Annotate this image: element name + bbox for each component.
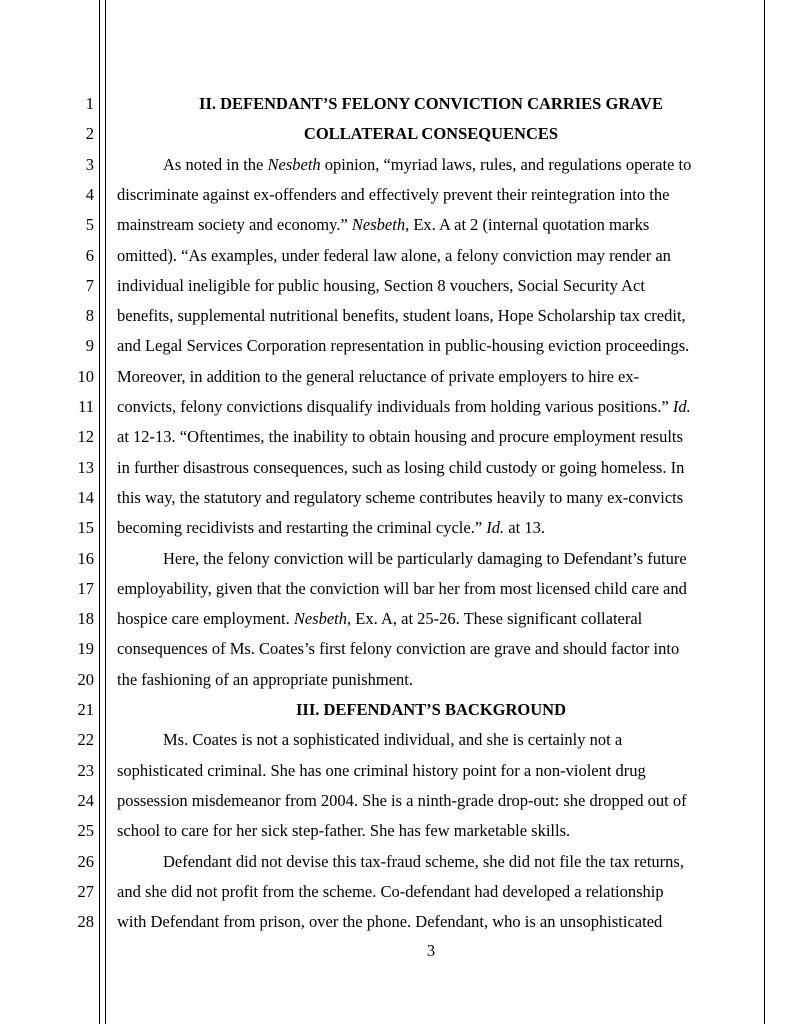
text-line: Ms. Coates is not a sophisticated individual, and she is certainly not a: [163, 730, 623, 750]
line-number: 22: [77, 730, 94, 750]
line-number: 21: [77, 700, 94, 719]
case-name: Nesbeth: [351, 215, 406, 235]
line-number: 20: [77, 669, 94, 689]
line-number: 18: [77, 609, 94, 629]
right-margin-rule: [764, 0, 765, 1024]
text-line: the fashioning of an appropriate punishment.: [117, 669, 414, 689]
text-line: consequences of Ms. Coates’s first felony conviction are grave and should factor into: [117, 639, 680, 659]
section-heading-iii: III. DEFENDANT’S BACKGROUND: [296, 700, 566, 719]
text-line: benefits, supplemental nutritional benefits, student loans, Hope Scholarship tax credit,: [117, 306, 686, 326]
line-number: 17: [77, 578, 94, 598]
case-name: Nesbeth: [267, 154, 321, 174]
line-number: 27: [77, 881, 94, 901]
text-line: with Defendant from prison, over the phone. Defendant, who is an unsophisticated: [117, 912, 663, 932]
line-number: 26: [77, 851, 94, 871]
line-number: 1: [85, 94, 94, 113]
citation-id: Id.: [486, 518, 505, 538]
line-number: 4: [85, 184, 94, 204]
text-line: employability, given that the conviction will bar her from most licensed child care and: [117, 578, 687, 598]
section-heading-ii: II. DEFENDANT’S FELONY CONVICTION CARRIES GRAVE: [199, 94, 663, 113]
line-number: 23: [77, 760, 94, 780]
text-line: convicts, felony convictions disqualify individuals from holding various positions.” Id.: [117, 397, 691, 416]
page-number: 3: [426, 941, 436, 960]
line-number: 24: [77, 790, 94, 810]
text-line: school to care for her sick step-father. She has few marketable skills.: [117, 821, 571, 841]
text-line: and Legal Services Corporation representation in public-housing eviction proceedings.: [117, 336, 690, 356]
text-line: individual ineligible for public housing, Section 8 vouchers, Social Security Act: [117, 275, 645, 295]
text-line: As noted in the Nesbeth opinion, “myriad laws, rules, and regulations operate to: [163, 154, 692, 174]
line-number: 28: [77, 912, 94, 932]
line-number: 2: [85, 124, 94, 144]
left-margin-rule-inner: [105, 0, 106, 1024]
line-number: 7: [85, 275, 94, 295]
text-line: hospice care employment. Nesbeth, Ex. A, at 25-26. These significant collateral: [117, 609, 643, 629]
text-line: and she did not profit from the scheme. Co-defendant had developed a relationship: [117, 881, 664, 901]
text-line: omitted). “As examples, under federal law alone, a felony conviction may render an: [117, 245, 671, 265]
line-number: 14: [77, 487, 94, 507]
text-line: in further disastrous consequences, such as losing child custody or going homeless. In: [117, 457, 685, 477]
line-number: 11: [78, 397, 94, 416]
text-line: this way, the statutory and regulatory scheme contributes heavily to many ex-convicts: [117, 487, 684, 507]
line-number: 9: [85, 336, 94, 356]
line-number: 16: [77, 548, 94, 568]
line-number: 5: [85, 215, 94, 235]
line-number: 13: [77, 457, 94, 477]
text-line: Defendant did not devise this tax-fraud scheme, she did not file the tax returns,: [163, 851, 684, 871]
line-number: 12: [77, 427, 94, 447]
text-line: becoming recidivists and restarting the criminal cycle.” Id. at 13.: [117, 518, 545, 538]
text-line: Here, the felony conviction will be particularly damaging to Defendant’s future: [163, 548, 687, 568]
text-line: possession misdemeanor from 2004. She is a ninth-grade drop-out: she dropped out of: [117, 790, 687, 810]
section-heading-ii-continued: COLLATERAL CONSEQUENCES: [303, 124, 559, 144]
line-number: 25: [77, 821, 94, 841]
line-number: 15: [77, 518, 94, 538]
text-line: Moreover, in addition to the general reluctance of private employers to hire ex-: [117, 366, 640, 386]
line-number: 6: [85, 245, 94, 265]
text-line: discriminate against ex-offenders and effectively prevent their reintegration into the: [117, 184, 670, 204]
line-number: 19: [77, 639, 94, 659]
line-number: 3: [85, 154, 94, 174]
text-line: mainstream society and economy.” Nesbeth, Ex. A at 2 (internal quotation marks: [117, 215, 650, 235]
text-line: at 12-13. “Oftentimes, the inability to obtain housing and procure employment results: [117, 427, 683, 447]
left-margin-rule-outer: [99, 0, 100, 1024]
line-number: 8: [85, 306, 94, 326]
line-number: 10: [77, 366, 94, 386]
case-name: Nesbeth: [293, 609, 348, 629]
citation-id: Id.: [672, 397, 691, 416]
text-line: sophisticated criminal. She has one criminal history point for a non-violent drug: [117, 760, 646, 780]
